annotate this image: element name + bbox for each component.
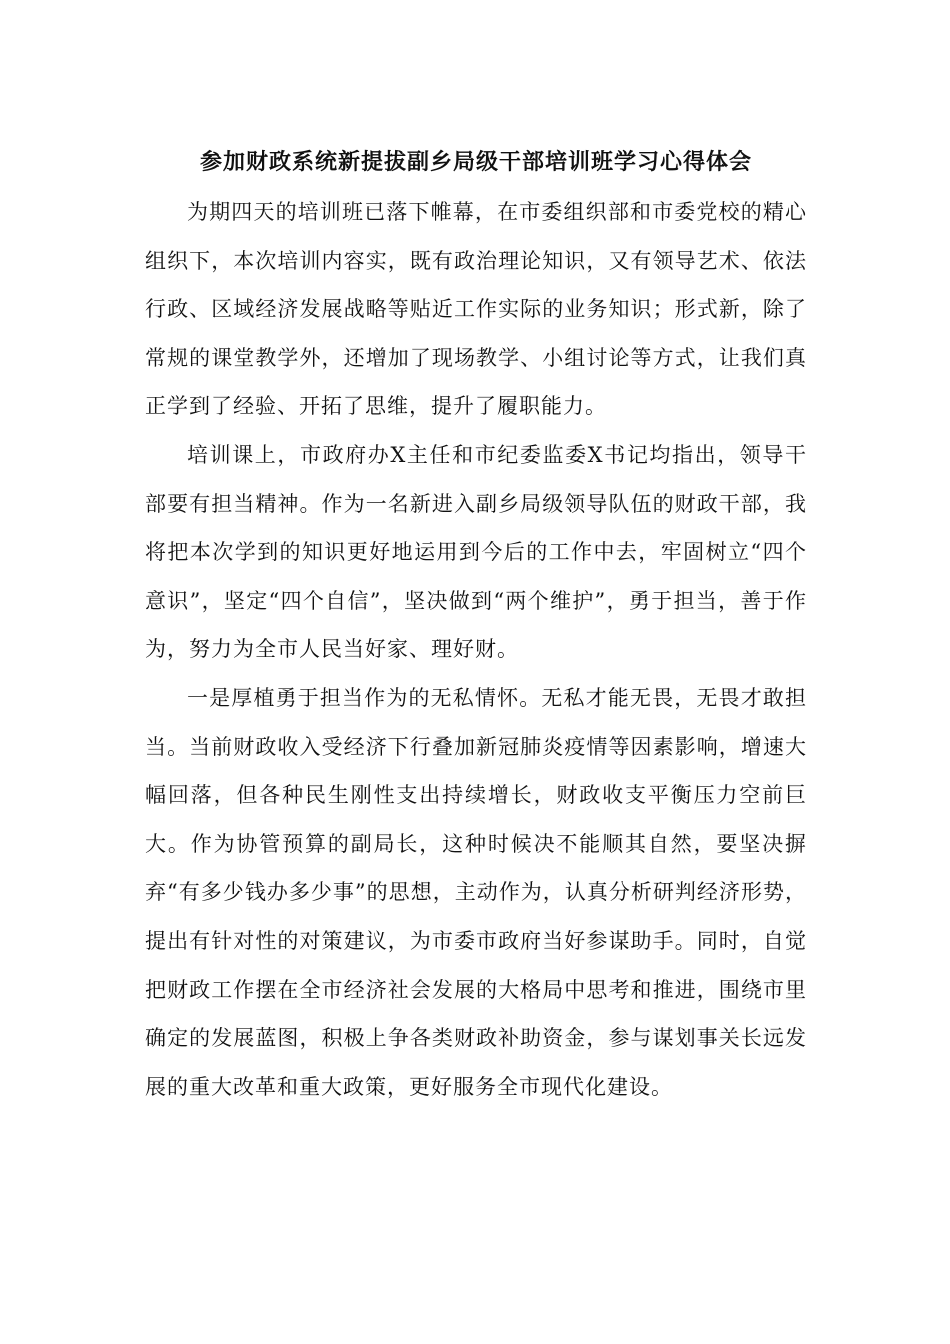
document-page [145,138,807,1111]
paragraph-3: 一是厚植勇于担当作为的无私情怀。无私才能无畏，无畏才敢担当。当前财政收入受经济下行叠加新冠肺炎疫情等因素影响，增速大幅回落，但各种民生刚性支出持续增长，财政收支平衡压力空前巨大。作为协管预算的副局长，这种时候决不能顺其自然，要坚决摒弃“有多少钱办多少事”的思想，主动作为，认真分析研判经济形势，提出有针对性的对策建议，为市委市政府当好参谋助手。同时，自觉把财政工作摆在全市经济社会发展的大格局中思考和推进，围绕市里确定的发展蓝图，积极上争各类财政补助资金，参与谋划事关长远发展的重大改革和重大政策，更好服务全市现代化建设。 [145,685,807,1099]
document-title: 参加财政系统新提拔副乡局级干部培训班学习心得体会 [199,149,752,175]
paragraph-2: 培训课上，市政府办X主任和市纪委监委X书记均指出，领导干部要有担当精神。作为一名新进入副乡局级领导队伍的财政干部，我将把本次学到的知识更好地运用到今后的工作中去，牢固树立“四个意识”，坚定“四个自信”，坚决做到“两个维护”，勇于担当，善于作为，努力为全市人民当好家、理好财。 [145,442,807,662]
paragraph-1: 为期四天的培训班已落下帷幕，在市委组织部和市委党校的精心组织下，本次培训内容实，既有政治理论知识，又有领导艺术、依法行政、区域经济发展战略等贴近工作实际的业务知识；形式新，除了常规的课堂教学外，还增加了现场教学、小组讨论等方式，让我们真正学到了经验、开拓了思维，提升了履职能力。 [145,200,807,419]
